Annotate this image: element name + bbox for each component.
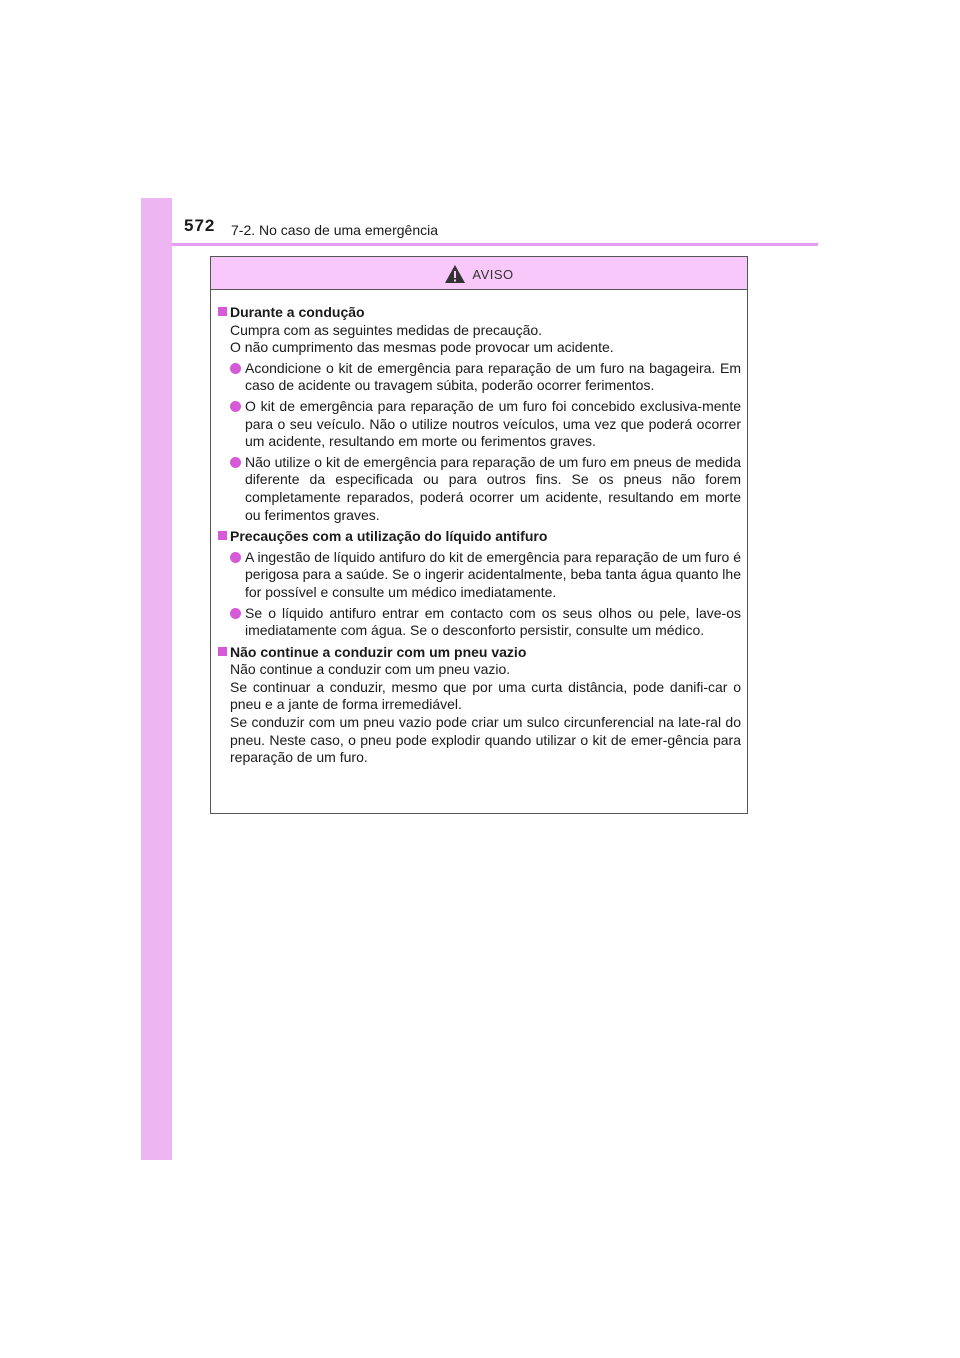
paragraph: Cumpra com as seguintes medidas de precaução. (230, 321, 543, 338)
warning-label: AVISO (472, 266, 514, 282)
warning-header (211, 257, 747, 290)
bullet-item (230, 549, 741, 602)
bullet-item (230, 454, 741, 524)
paragraph: Não continue a conduzir com um pneu vazio. (230, 661, 511, 678)
bullet-text: Acondicione o kit de emergência para reparação de um furo na bagageira. Em caso de acidente ou travagem súbita, poderão ocorrer ferimentos. (245, 359, 741, 394)
round-bullet-icon (230, 552, 241, 563)
bullet-item (230, 360, 741, 395)
section-heading (218, 644, 741, 662)
warning-section (218, 304, 741, 524)
round-bullet-icon (230, 401, 241, 412)
square-bullet-icon (218, 307, 227, 316)
warning-box (210, 256, 748, 814)
bullet-text: O kit de emergência para reparação de um furo foi concebido exclusiva-mente para o seu veículo. Não o utilize noutros veículos, uma vez que poderá ocorrer um acidente, resultando em morte ou ferimentos graves. (245, 397, 741, 450)
warning-section (218, 528, 741, 640)
bullet-item (230, 398, 741, 451)
round-bullet-icon (230, 457, 241, 468)
header-rule (172, 243, 818, 246)
bullet-text: A ingestão de líquido antifuro do kit de emergência para reparação de um furo é perigosa para a saúde. Se o ingerir acidentalmente, beba tanta água quanto lhe for possível e consulte um médico imediatamente. (245, 548, 741, 600)
page-number: 572 (184, 216, 216, 235)
chapter-side-tab (141, 198, 172, 1160)
paragraph: Se conduzir com um pneu vazio pode criar um sulco circunferencial na late-ral do pneu. Neste caso, o pneu pode explodir quando utilizar o kit de emer-gência para reparação de um furo. (230, 714, 741, 766)
section-heading (218, 304, 741, 322)
round-bullet-icon (230, 608, 241, 619)
warning-section (218, 644, 741, 767)
section-heading (218, 528, 741, 546)
paragraph: O não cumprimento das mesmas pode provocar um acidente. (230, 339, 614, 356)
warning-triangle-icon (444, 264, 466, 284)
square-bullet-icon (218, 647, 227, 656)
round-bullet-icon (230, 363, 241, 374)
warning-body (211, 290, 747, 767)
square-bullet-icon (218, 531, 227, 540)
paragraph: Se continuar a conduzir, mesmo que por uma curta distância, pode danifi-car o pneu e a jante de forma irremediável. (230, 678, 741, 713)
bullet-item (230, 605, 741, 640)
bullet-text: Se o líquido antifuro entrar em contacto com os seus olhos ou pele, lave-os imediatamente com água. Se o desconforto persistir, consulte um médico. (245, 604, 741, 639)
bullet-text: Não utilize o kit de emergência para reparação de um furo em pneus de medida diferente da especificada ou para outros fins. Se os pneus não forem completamente reparados, poderá ocorrer um acidente, resultando em morte ou ferimentos graves. (245, 453, 741, 523)
section-heading-text: Não continue a conduzir com um pneu vazio (230, 643, 527, 660)
section-title: 7-2. No caso de uma emergência (231, 222, 438, 238)
section-heading-text: Durante a condução (230, 304, 365, 320)
section-heading-text: Precauções com a utilização do líquido antifuro (230, 528, 548, 545)
